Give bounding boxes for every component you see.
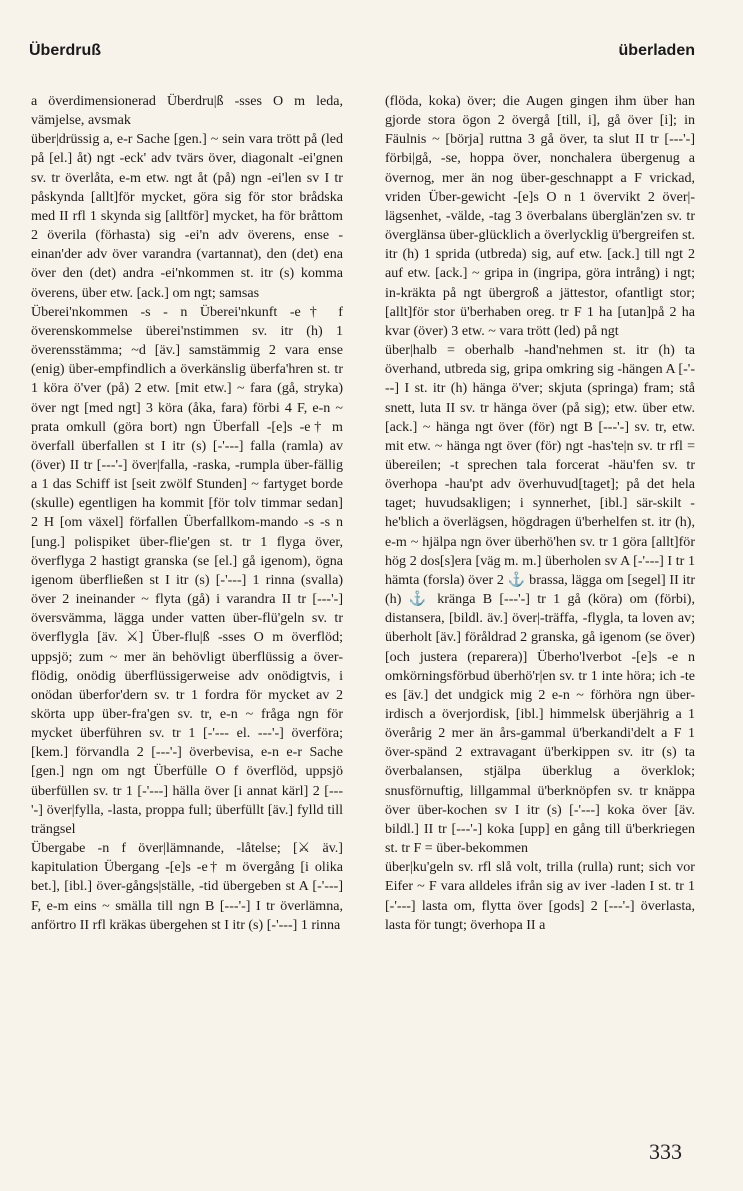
right-column xyxy=(385,92,695,935)
dictionary-entry: a överdimensionerad Überdru|ß -sses O m leda, vämjelse, avsmak xyxy=(31,93,343,129)
dictionary-entry: Übergabe -n f över|lämnande, -låtelse; [⚔ äv.] kapitulation Übergang -[e]s -e† m övergång [i olika bet.], [ibl.] över-gångs|ställe, -tid übergeben st A [-'---] F, e-m eins ~ smälla till ngn B [---'-] I tr överlämna, anförtro II rfl kräkas übergehen st I itr (s) [-'---] 1 rinna xyxy=(31,840,343,933)
dictionary-entry: über|halb = oberhalb -hand'nehmen st. itr (h) ta överhand, utbreda sig, gripa omkring sig -hängen A [-'---] I st. itr (h) hänga ö'ver; skjuta (springa) fram; stå snett, luta II sv. tr hänga över (på sig); etw. über etw. [ack.] ~ hänga ngt över (för) ngt B [---'-] sv. tr, etw. mit etw. ~ hänga ngt över (för) ngt -has'te|n sv. tr rfl = übereilen; -t sprechen tala forcerat -häu'fen sv. tr överhopa -hau'pt adv överhuvud[taget]; på det hela taget; huvudsakligen; i synnerhet, [ibl.] sär-skilt -he'blich a överlägsen, högdragen ü'berhelfen st. itr (h), e-m ~ hjälpa ngn över überhö'hen sv. tr 1 göra [allt]för hög 2 dos[s]era [väg m. m.] überholen sv A [-'---] I tr 1 hämta (forsla) över 2 ⚓ brassa, lägga om [segel] II itr (h) ⚓ kränga B [---'-] tr 1 gå (köra) om (förbi), distansera, [bildl. äv.] över|-träffa, -flygla, ta loven av; überholt [äv.] föråldrad 2 granska, gå igenom (se över) [och justera (reparera)] Überho'lverbot -[e]s -e n omkörningsförbud überhö'r|en sv. tr 1 inte höra; ich -te es [äv.] det undgick mig 2 e-n ~ förhöra ngn über-irdisch a överjordisk, [ibl.] himmelsk überjährig a 1 överårig 2 mer än års-gammal ü'berkandi'delt a F 1 över-spänd 2 extravagant ü'berkippen sv. itr (s) ta överbalansen, stjälpa überklug a överklok; snusförnuftig, lillgammal ü'berknöpfen sv. tr knäppa över über-kochen sv I itr (s) [-'---] koka över [äv. bildl.] II tr [---'-] koka [upp] en gång till ü'berkriegen st. tr F = über-bekommen xyxy=(385,342,695,857)
page-number: 333 xyxy=(649,1139,682,1164)
dictionary-entry: über|drüssig a, e-r Sache [gen.] ~ sein vara trött på (led på [el.] åt) ngt -eck' adv tvärs över, diagonalt -ei'gnen sv. tr överlåta, e-m etw. ngt åt (på) ngn -ei'len sv I tr påskynda [allt]för mycket, göra sig för stor brådska med II rfl 1 skynda sig [alltför] mycket, ha för bråttom 2 överila (förhasta) sig -ei'n adv överens, ense -einan'der adv över varandra (vartannat), den (det) ena över den (det) andra -ei'nkommen st. itr (s) komma överens, über etw. [ack.] om ngt; samsas xyxy=(31,131,343,301)
left-column xyxy=(31,92,343,935)
dictionary-entry: (flöda, koka) över; die Augen gingen ihm über han gjorde stora ögon 2 övergå [till, i], gå över [i]; in Fäulnis ~ [börja] ruttna 3 gå över, ta slut II tr [---'-] förbi|gå, -se, hoppa över, nonchalera übergenug a övernog, mer än nog über-geschnappt a F vrickad, vriden Über-gewicht -[e]s O n 1 övervikt 2 över|-lägsenhet, -välde, -tag 3 överbalans überglän'zen sv. tr överglänsa über-glücklich a överlycklig ü'bergreifen st. itr (h) 1 sprida (utbreda) sig, auf etw. [ack.] till ngt 2 auf etw. [ack.] ~ gripa in (ingripa, göra intrång) i ngt; in-kräkta på ngt übergroß a jättestor, ofantligt stor; [allt]för stor ü'berhaben oreg. tr F 1 ha [utan]på 2 ha kvar (över) 3 etw. ~ vara trött (led) på ngt xyxy=(385,93,695,339)
running-head-left: Überdruß xyxy=(29,42,101,59)
running-head-right: überladen xyxy=(618,42,695,59)
dictionary-entry: über|ku'geln sv. rfl slå volt, trilla (rulla) runt; sich vor Eifer ~ F vara alldeles ifrån sig av iver -laden I st. tr 1 [-'---] lasta om, flytta över [gods] 2 [---'-] överlasta, lasta för tungt; överhopa II a xyxy=(385,859,695,933)
dictionary-entry: Überei'nkommen -s - n Überei'nkunft -e† f överenskommelse überei'nstimmen sv. itr (h) 1 överensstämma; ~d [äv.] samstämmig 2 vara ense (enig) über-empfindlich a överkänslig überfa'hren st. tr 1 köra ö'ver (på) 2 etw. [mit etw.] ~ fara (gå, stryka) över ngt [med ngt] 3 köra (åka, fara) förbi 4 F, e-n ~ prata omkull (göra bort) ngn Überfall -[e]s -e† m överfall überfallen st I itr (s) [-'---] falla (ramla) av (över) II tr [---'-] över|falla, -raska, -rumpla über-fällig a 1 das Schiff ist [seit zwölf Stunden] ~ fartyget borde (skulle) egentligen ha kommit [för tolv timmar sedan] 2 H [om växel] förfallen Überfallkom-mando -s -s n [ung.] polispiket über-flie'gen st. tr 1 flyga över, överflyga 2 hastigt granska (se [el.] gå igenom), ögna igenom überfließen st I itr (s) [-'---] 1 rinna (svalla) över 2 ineinander ~ flyta (gå) i varandra II tr [---'-] översvämma, lägga under vatten über-flü'geln sv. tr överflygla [äv. ⚔] Über-flu|ß -sses O m överflöd; uppsjö; zum ~ mer än behövligt überflüssig a över-flödig, onödig überflüssigerweise adv onödigtvis, i onödan überfor'dern sv. tr 1 fordra för mycket av 2 skörta upp über-fra'gen sv. tr, e-n ~ fråga ngn för mycket überführen sv. tr 1 [-'--- el. ---'-] överföra; [kem.] förvandla 2 [---'-] överbevisa, e-n e-r Sache [gen.] ngn om ngt Überfülle O f överflöd, uppsjö überfüllen sv. tr 1 [-'---] hälla över [i annat kärl] 2 [---'-] över|fylla, -lasta, proppa full; überfüllt [äv.] fylld till trängsel xyxy=(31,303,343,837)
